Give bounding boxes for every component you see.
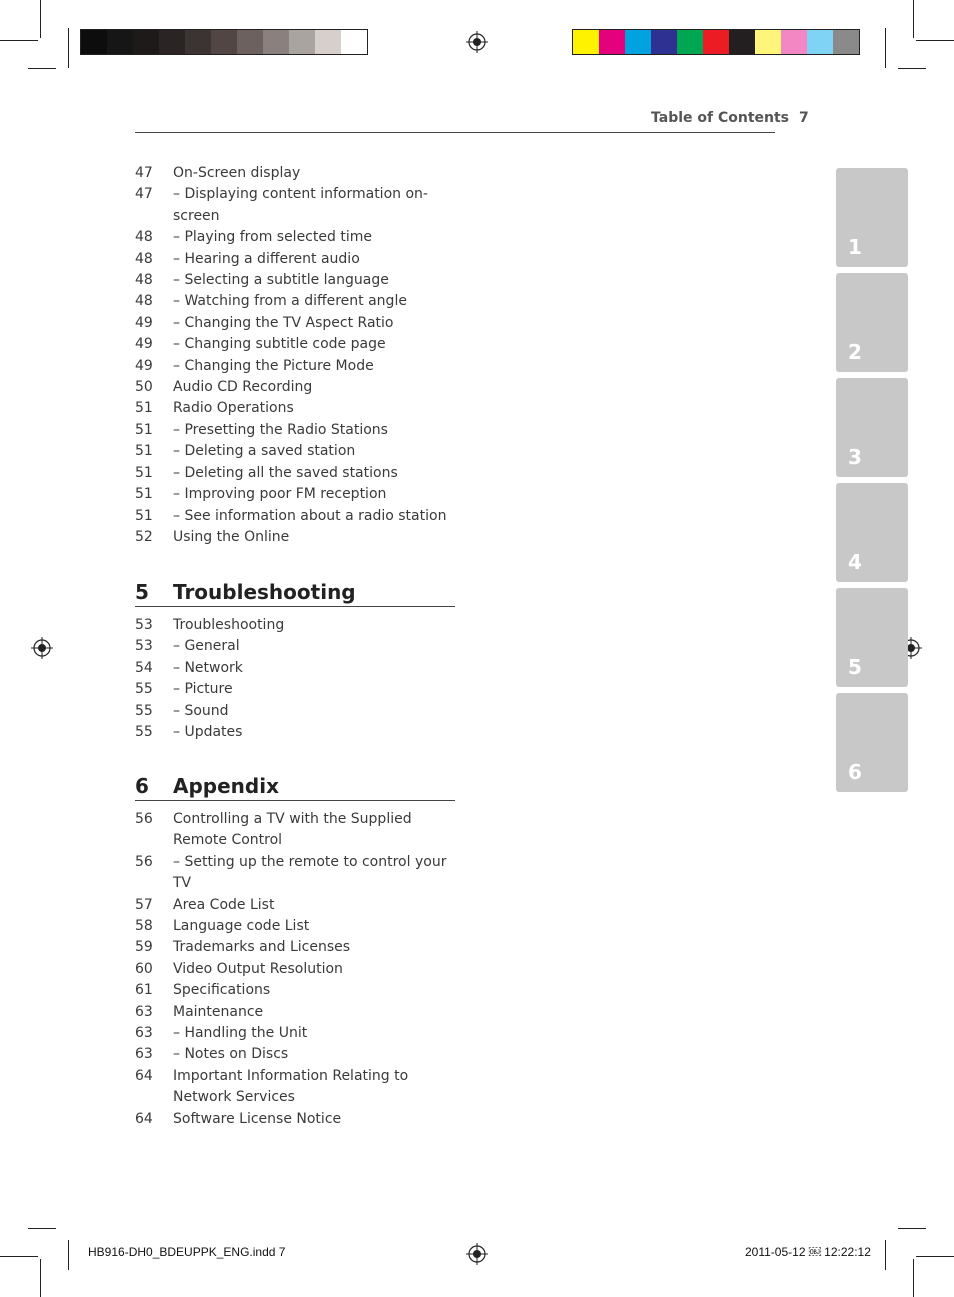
crop-mark bbox=[0, 1256, 38, 1257]
toc-page-number: 50 bbox=[135, 379, 153, 396]
color-swatch bbox=[185, 30, 211, 54]
crop-mark bbox=[916, 40, 954, 41]
toc-page-number: 48 bbox=[135, 272, 153, 289]
toc-entry-title: – Network bbox=[173, 659, 243, 676]
toc-entry-title: – Deleting a saved station bbox=[173, 443, 356, 460]
toc-entry[interactable] bbox=[135, 701, 455, 722]
toc-entry-title: – Updates bbox=[173, 724, 243, 741]
toc-list bbox=[135, 809, 455, 1130]
toc-entry-title: – Setting up the remote to control your bbox=[173, 853, 447, 870]
registration-mark-icon bbox=[466, 31, 488, 53]
toc-page-number: 47 bbox=[135, 165, 153, 181]
toc-entry-title: Trademarks and Licenses bbox=[173, 939, 351, 956]
crop-mark bbox=[28, 1228, 56, 1229]
toc-entry-title: Maintenance bbox=[173, 1003, 264, 1020]
toc-page-number: 63 bbox=[135, 1003, 153, 1020]
toc-entry-title: Audio CD Recording bbox=[173, 379, 313, 396]
toc-list bbox=[135, 615, 455, 743]
crop-mark bbox=[885, 1240, 886, 1270]
section-number: 5 bbox=[135, 580, 149, 604]
toc-entry[interactable] bbox=[135, 270, 455, 291]
toc-page-number: 51 bbox=[135, 464, 153, 481]
toc-page-number: 51 bbox=[135, 507, 153, 524]
toc-page-number: 56 bbox=[135, 811, 153, 827]
section-heading bbox=[135, 771, 455, 801]
color-swatch bbox=[263, 30, 289, 54]
toc-entry[interactable] bbox=[135, 334, 455, 355]
toc-page-number: 53 bbox=[135, 638, 153, 655]
crop-mark bbox=[885, 28, 886, 68]
crop-mark bbox=[68, 28, 69, 68]
color-swatch bbox=[237, 30, 263, 54]
toc-entry[interactable] bbox=[135, 463, 455, 484]
toc-page-number: 58 bbox=[135, 918, 153, 935]
toc-entry[interactable] bbox=[135, 484, 455, 505]
toc-entry[interactable] bbox=[135, 852, 455, 873]
toc-entry[interactable] bbox=[135, 506, 455, 527]
toc-entry-title: – Displaying content information on- bbox=[173, 186, 428, 203]
toc-entry-title: Radio Operations bbox=[173, 400, 294, 417]
toc-entry[interactable] bbox=[135, 1044, 455, 1065]
toc-entry[interactable] bbox=[135, 1066, 455, 1087]
grayscale-color-bar bbox=[80, 29, 368, 55]
toc-page-number: 47 bbox=[135, 186, 153, 203]
chapter-tab-number: 4 bbox=[848, 550, 862, 574]
color-swatch bbox=[807, 30, 833, 54]
toc-entry-title: Video Output Resolution bbox=[173, 960, 343, 977]
toc-page-number: 49 bbox=[135, 357, 153, 374]
crop-mark bbox=[898, 1228, 926, 1229]
page-number: 7 bbox=[799, 110, 809, 126]
toc-page-number bbox=[135, 873, 173, 894]
section-title: Appendix bbox=[173, 774, 279, 798]
crop-mark bbox=[913, 1259, 914, 1297]
toc-entry[interactable] bbox=[135, 679, 455, 700]
toc-page-number: 59 bbox=[135, 939, 153, 956]
color-swatch bbox=[133, 30, 159, 54]
chapter-tab-1[interactable] bbox=[836, 168, 908, 267]
toc-entry[interactable] bbox=[135, 206, 455, 227]
toc-entry[interactable] bbox=[135, 1087, 455, 1108]
toc-entry[interactable] bbox=[135, 377, 455, 398]
header-divider bbox=[135, 132, 775, 133]
color-swatch bbox=[625, 30, 651, 54]
toc-page-number: 53 bbox=[135, 617, 153, 633]
toc-entry-title: – Changing the Picture Mode bbox=[173, 357, 374, 374]
toc-entry-title: Area Code List bbox=[173, 896, 275, 913]
toc-entry[interactable] bbox=[135, 809, 455, 830]
toc-entry-title: – Deleting all the saved stations bbox=[173, 464, 398, 481]
color-swatch bbox=[729, 30, 755, 54]
toc-entry[interactable] bbox=[135, 895, 455, 916]
section-number: 6 bbox=[135, 774, 149, 798]
toc-page-number: 55 bbox=[135, 681, 153, 698]
toc-entry-title: Network Services bbox=[173, 1089, 295, 1106]
slug-filename: HB916-DH0_BDEUPPK_ENG.indd 7 bbox=[88, 1245, 286, 1259]
crop-mark bbox=[40, 1259, 41, 1297]
toc-entry[interactable] bbox=[135, 420, 455, 441]
toc-entry-title: – Sound bbox=[173, 702, 229, 719]
color-swatch bbox=[81, 30, 107, 54]
color-swatch bbox=[315, 30, 341, 54]
toc-entry-title: Troubleshooting bbox=[173, 617, 285, 633]
toc-page-number: 60 bbox=[135, 960, 153, 977]
toc-page-number bbox=[135, 206, 173, 227]
toc-entry-title: Language code List bbox=[173, 918, 310, 935]
toc-entry[interactable] bbox=[135, 937, 455, 958]
color-swatch bbox=[289, 30, 315, 54]
color-swatch bbox=[341, 30, 367, 54]
chapter-tab-5[interactable] bbox=[836, 588, 908, 687]
crop-mark bbox=[913, 0, 914, 38]
color-swatch bbox=[833, 30, 859, 54]
toc-entry-title: – Changing the TV Aspect Ratio bbox=[173, 314, 394, 331]
toc-entry-title: – Presetting the Radio Stations bbox=[173, 421, 388, 438]
toc-entry[interactable] bbox=[135, 636, 455, 657]
toc-page-number: 48 bbox=[135, 229, 153, 246]
crop-mark bbox=[916, 1256, 954, 1257]
toc-page-number: 51 bbox=[135, 421, 153, 438]
section-heading bbox=[135, 577, 455, 607]
color-swatch bbox=[755, 30, 781, 54]
toc-entry-title: Remote Control bbox=[173, 832, 283, 849]
toc-entry-title: – Hearing a different audio bbox=[173, 250, 360, 267]
registration-mark-icon bbox=[31, 637, 53, 659]
registration-mark-icon bbox=[466, 1243, 488, 1265]
crop-mark bbox=[0, 40, 38, 41]
color-swatch bbox=[573, 30, 599, 54]
toc-entry-title: On-Screen display bbox=[173, 165, 301, 181]
toc-entry-title: – General bbox=[173, 638, 240, 655]
chapter-tab-number: 3 bbox=[848, 445, 862, 469]
toc-page-number: 48 bbox=[135, 293, 153, 310]
toc-entry[interactable] bbox=[135, 1109, 455, 1130]
toc-entry-title: Software License Notice bbox=[173, 1110, 342, 1127]
toc-page-number: 63 bbox=[135, 1025, 153, 1042]
color-swatch bbox=[703, 30, 729, 54]
toc-entry[interactable] bbox=[135, 398, 455, 419]
toc-entry-title: Controlling a TV with the Supplied bbox=[173, 811, 412, 827]
crop-mark bbox=[898, 68, 926, 69]
toc-page-number: 52 bbox=[135, 528, 153, 545]
toc-page-number: 51 bbox=[135, 486, 153, 503]
toc-entry-title: – Selecting a subtitle language bbox=[173, 272, 389, 289]
toc-page-number: 56 bbox=[135, 853, 153, 870]
toc-page-number: 54 bbox=[135, 659, 153, 676]
chapter-tab-3[interactable] bbox=[836, 378, 908, 477]
crop-mark bbox=[68, 1240, 69, 1270]
section-title: Troubleshooting bbox=[173, 580, 356, 604]
toc-entry-title: – Handling the Unit bbox=[173, 1025, 308, 1042]
toc-entry[interactable] bbox=[135, 441, 455, 462]
color-swatch bbox=[159, 30, 185, 54]
color-swatch bbox=[211, 30, 237, 54]
color-swatch bbox=[677, 30, 703, 54]
color-swatch bbox=[599, 30, 625, 54]
toc-entry[interactable] bbox=[135, 959, 455, 980]
toc-entry[interactable] bbox=[135, 163, 455, 184]
running-head: Table of Contents bbox=[651, 110, 790, 126]
chapter-tab-number: 2 bbox=[848, 340, 862, 364]
color-swatch bbox=[107, 30, 133, 54]
toc-entry-title: – Changing subtitle code page bbox=[173, 336, 386, 353]
chapter-tab-4[interactable] bbox=[836, 483, 908, 582]
toc-entry[interactable] bbox=[135, 356, 455, 377]
toc-entry-title: Important Information Relating to bbox=[173, 1067, 409, 1084]
toc-page-number bbox=[135, 1087, 173, 1108]
toc-entry[interactable] bbox=[135, 916, 455, 937]
toc-page-number: 49 bbox=[135, 336, 153, 353]
toc-page-number bbox=[135, 830, 173, 851]
toc-entry[interactable] bbox=[135, 658, 455, 679]
slug-date: 2011-05-12 ￼ 12:22:12 bbox=[745, 1245, 871, 1259]
chapter-tab-number: 5 bbox=[848, 655, 862, 679]
toc-entry-title: Specifications bbox=[173, 982, 271, 999]
process-color-bar bbox=[572, 29, 860, 55]
toc-entry[interactable] bbox=[135, 615, 455, 636]
toc-entry[interactable] bbox=[135, 249, 455, 270]
toc-page-number: 51 bbox=[135, 443, 153, 460]
toc-page-number: 55 bbox=[135, 724, 153, 741]
crop-mark bbox=[28, 68, 56, 69]
toc-entry-title: – Watching from a different angle bbox=[173, 293, 407, 310]
toc-entry[interactable] bbox=[135, 1002, 455, 1023]
chapter-tab-number: 1 bbox=[848, 235, 862, 259]
toc-page-number: 55 bbox=[135, 702, 153, 719]
toc-entry-title: Using the Online bbox=[173, 528, 290, 545]
toc-entry[interactable] bbox=[135, 227, 455, 248]
toc-list bbox=[135, 163, 455, 548]
color-swatch bbox=[651, 30, 677, 54]
toc-entry[interactable] bbox=[135, 184, 455, 205]
toc-page-number: 57 bbox=[135, 896, 153, 913]
toc-entry[interactable] bbox=[135, 980, 455, 1001]
toc-entry-title: – See information about a radio station bbox=[173, 507, 447, 524]
toc-entry-title: – Playing from selected time bbox=[173, 229, 372, 246]
toc-entry[interactable] bbox=[135, 527, 455, 548]
chapter-tab-2[interactable] bbox=[836, 273, 908, 372]
chapter-tab-6[interactable] bbox=[836, 693, 908, 792]
toc-entry-title: – Notes on Discs bbox=[173, 1046, 289, 1063]
toc-entry-title: screen bbox=[173, 207, 220, 224]
toc-entry[interactable] bbox=[135, 830, 455, 851]
crop-mark bbox=[40, 0, 41, 38]
toc-page-number: 63 bbox=[135, 1046, 153, 1063]
toc-entry-title: – Improving poor FM reception bbox=[173, 486, 387, 503]
toc-page-number: 64 bbox=[135, 1067, 153, 1084]
chapter-tab-number: 6 bbox=[848, 760, 862, 784]
toc-entry[interactable] bbox=[135, 1023, 455, 1044]
toc-entry[interactable] bbox=[135, 291, 455, 312]
toc-entry-title: – Picture bbox=[173, 681, 233, 698]
toc-entry[interactable] bbox=[135, 873, 455, 894]
toc-page-number: 49 bbox=[135, 314, 153, 331]
color-swatch bbox=[781, 30, 807, 54]
toc-entry[interactable] bbox=[135, 722, 455, 743]
toc-page-number: 64 bbox=[135, 1110, 153, 1127]
toc-entry[interactable] bbox=[135, 313, 455, 334]
toc-page-number: 61 bbox=[135, 982, 153, 999]
toc-page-number: 51 bbox=[135, 400, 153, 417]
toc-entry-title: TV bbox=[173, 875, 192, 892]
toc-page-number: 48 bbox=[135, 250, 153, 267]
